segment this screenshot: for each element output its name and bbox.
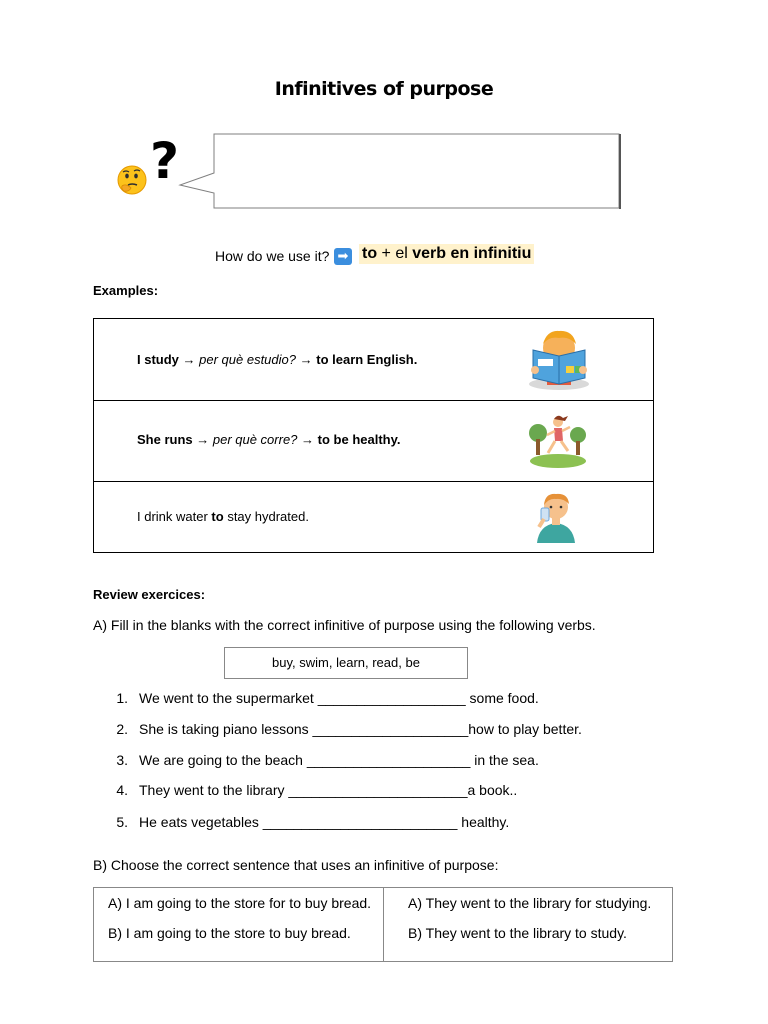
choice-option: B) I am going to the store to buy bread. bbox=[108, 925, 351, 941]
formula-highlight bbox=[359, 244, 534, 264]
choice-option: A) They went to the library for studying. bbox=[408, 895, 652, 911]
thinking-face-icon bbox=[116, 164, 148, 196]
formula-plus: + bbox=[377, 245, 396, 262]
example-translation: per què corre? bbox=[212, 432, 298, 447]
example-row bbox=[94, 319, 653, 401]
example-before: I drink water bbox=[137, 509, 212, 524]
example-keyword: to bbox=[211, 509, 224, 524]
example-sentence bbox=[137, 352, 417, 367]
right-arrow-icon: ➡ bbox=[334, 248, 352, 265]
question-mark-icon: ? bbox=[150, 132, 180, 190]
formula-el: el bbox=[395, 245, 408, 262]
example-subject: I study bbox=[137, 352, 179, 367]
review-heading: Review exercices: bbox=[93, 587, 206, 602]
arrow-text: → bbox=[192, 432, 213, 447]
example-purpose: to learn English. bbox=[316, 352, 418, 367]
choices-table bbox=[93, 887, 673, 962]
example-sentence bbox=[137, 432, 400, 447]
item-text: We went to the supermarket ___________________ some food. bbox=[139, 690, 539, 706]
usage-question: How do we use it? bbox=[215, 248, 330, 264]
boy-drinking-water-image bbox=[529, 491, 583, 543]
example-purpose: to be healthy. bbox=[317, 432, 401, 447]
arrow-text: → bbox=[297, 432, 318, 447]
item-text: He eats vegetables _________________________ healthy. bbox=[139, 814, 510, 830]
arrow-text: → bbox=[178, 352, 200, 367]
girl-running-park-image bbox=[528, 413, 588, 469]
item-number: 2. bbox=[116, 721, 128, 737]
item-number: 5. bbox=[116, 814, 128, 830]
verbs-box: buy, swim, learn, read, be bbox=[224, 647, 468, 679]
choice-column bbox=[384, 888, 672, 961]
arrow-text: → bbox=[296, 352, 317, 367]
example-sentence bbox=[137, 509, 309, 524]
examples-heading: Examples: bbox=[93, 283, 159, 298]
formula-to: to bbox=[362, 245, 378, 262]
speech-bubble bbox=[176, 133, 622, 211]
example-subject: She runs bbox=[137, 432, 193, 447]
item-number: 1. bbox=[116, 690, 128, 706]
page-title: Infinitives of purpose bbox=[274, 78, 494, 100]
item-number: 3. bbox=[116, 752, 128, 768]
example-translation: per què estudio? bbox=[199, 352, 296, 367]
instruction-a: A) Fill in the blanks with the correct infinitive of purpose using the following verbs. bbox=[93, 617, 596, 633]
choice-option: A) I am going to the store for to buy bread. bbox=[108, 895, 372, 911]
example-row bbox=[94, 401, 653, 482]
boy-reading-book-image bbox=[525, 326, 593, 392]
item-number: 4. bbox=[116, 782, 128, 798]
item-text: She is taking piano lessons ____________________how to play better. bbox=[139, 721, 582, 737]
item-text: They went to the library _______________________a book.. bbox=[139, 782, 518, 798]
formula-verb: verb en infinitiu bbox=[407, 245, 532, 262]
item-text: We are going to the beach _____________________ in the sea. bbox=[139, 752, 539, 768]
example-after: stay hydrated. bbox=[223, 509, 309, 524]
choice-column bbox=[94, 888, 384, 961]
choice-option: B) They went to the library to study. bbox=[408, 925, 627, 941]
example-row bbox=[94, 482, 653, 552]
examples-table bbox=[93, 318, 654, 553]
instruction-b: B) Choose the correct sentence that uses an infinitive of purpose: bbox=[93, 857, 499, 873]
